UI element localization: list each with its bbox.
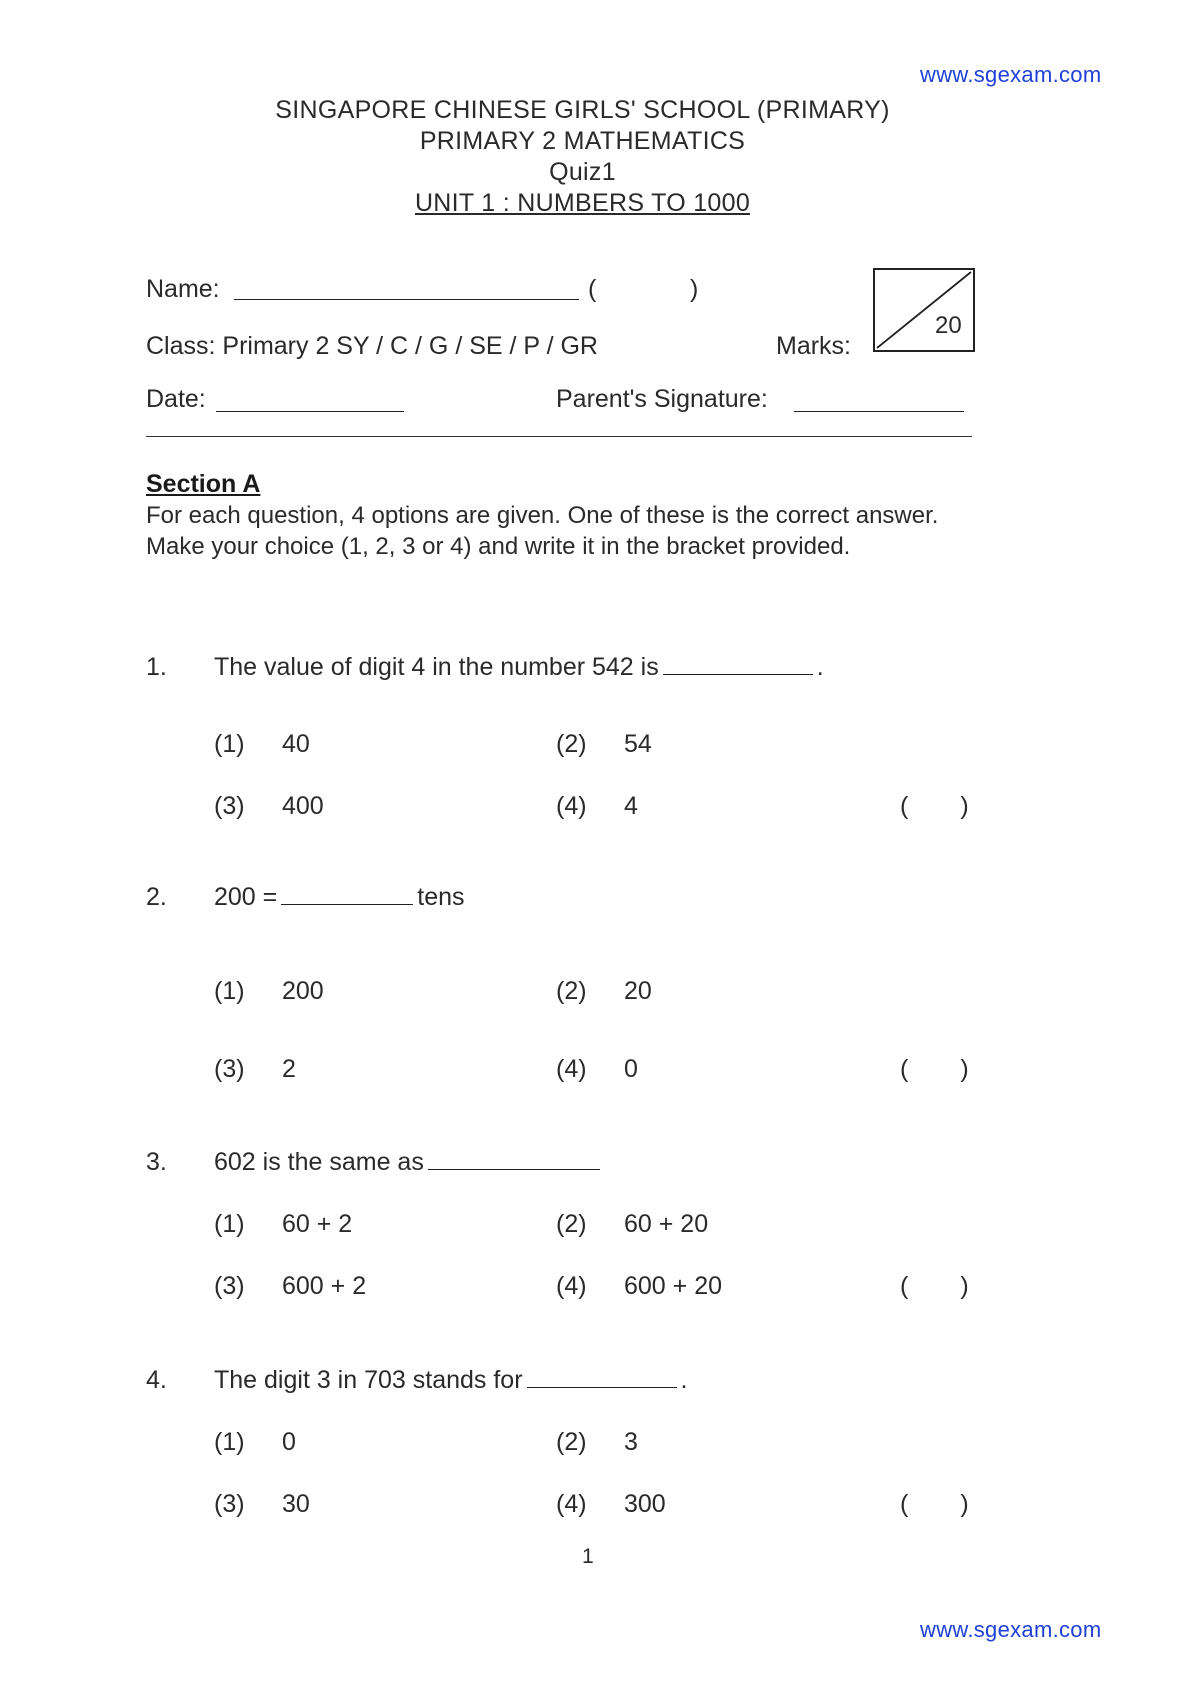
bracket-open: ( — [900, 792, 909, 820]
class-label: Class: Primary 2 SY / C / G / SE / P / GR — [146, 332, 598, 360]
option-number: (4) — [556, 1490, 587, 1518]
question-2-text-after: tens — [417, 883, 465, 911]
option-text: 300 — [624, 1490, 666, 1518]
question-1-text-before: The value of digit 4 in the number 542 is — [214, 653, 659, 681]
option-number: (4) — [556, 1272, 587, 1300]
bracket-open: ( — [900, 1055, 909, 1083]
question-3-option-4 — [556, 1272, 722, 1301]
marks-label: Marks: — [776, 332, 851, 360]
signature-label: Parent's Signature: — [556, 385, 768, 413]
option-number: (4) — [556, 1055, 587, 1083]
option-text: 20 — [624, 977, 652, 1005]
question-4-text — [214, 1366, 687, 1395]
option-number: (2) — [556, 977, 587, 1005]
question-2-blank — [281, 903, 413, 905]
option-text: 60 + 2 — [282, 1210, 353, 1238]
option-text: 30 — [282, 1490, 310, 1518]
unit-title-text: UNIT 1 : NUMBERS TO 1000 — [414, 189, 751, 217]
question-1-answer-bracket[interactable] — [900, 792, 969, 821]
school-name: SINGAPORE CHINESE GIRLS' SCHOOL (PRIMARY) — [275, 96, 890, 124]
option-text: 3 — [624, 1428, 638, 1456]
question-1-text-after: . — [816, 653, 824, 681]
option-number: (3) — [214, 1490, 245, 1518]
option-number: (2) — [556, 1210, 587, 1238]
option-text: 60 + 20 — [624, 1210, 709, 1238]
question-3-option-2 — [556, 1210, 708, 1239]
option-text: 600 + 20 — [624, 1272, 723, 1300]
option-number: (1) — [214, 1428, 245, 1456]
bracket-open: ( — [900, 1272, 909, 1300]
question-2-text — [214, 883, 465, 912]
bracket-close: ) — [960, 1490, 969, 1518]
date-label: Date: — [146, 385, 206, 413]
question-4-number: 4. — [146, 1366, 167, 1394]
question-1-option-1 — [214, 730, 310, 759]
marks-total: 20 — [935, 312, 962, 339]
question-4-option-1 — [214, 1428, 296, 1457]
question-2-option-1 — [214, 977, 324, 1006]
bracket-close: ) — [960, 792, 969, 820]
signature-field[interactable] — [794, 411, 964, 412]
question-1-text — [214, 653, 824, 682]
quiz-title: Quiz1 — [549, 158, 616, 186]
option-number: (3) — [214, 1272, 245, 1300]
question-2-option-2 — [556, 977, 652, 1006]
question-4-text-after: . — [680, 1366, 688, 1394]
question-1-option-4 — [556, 792, 638, 821]
unit-title — [0, 189, 1165, 218]
question-3-number: 3. — [146, 1148, 167, 1176]
header-divider — [146, 436, 972, 437]
question-2-number: 2. — [146, 883, 167, 911]
option-number: (1) — [214, 977, 245, 1005]
question-3-option-1 — [214, 1210, 352, 1239]
marks-box — [873, 268, 975, 352]
option-text: 600 + 2 — [282, 1272, 367, 1300]
question-2-text-before: 200 = — [214, 883, 278, 911]
question-4-answer-bracket[interactable] — [900, 1490, 969, 1519]
option-number: (3) — [214, 792, 245, 820]
question-4-text-before: The digit 3 in 703 stands for — [214, 1366, 523, 1394]
date-field[interactable] — [216, 411, 404, 412]
option-text: 200 — [282, 977, 324, 1005]
name-bracket-close: ) — [690, 275, 699, 303]
option-number: (2) — [556, 730, 587, 758]
bracket-open: ( — [900, 1490, 909, 1518]
question-3-option-3 — [214, 1272, 366, 1301]
option-text: 400 — [282, 792, 324, 820]
option-text: 0 — [282, 1428, 296, 1456]
option-text: 0 — [624, 1055, 638, 1083]
name-bracket-open: ( — [588, 275, 597, 303]
question-3-text — [214, 1148, 604, 1177]
question-3-text-before: 602 is the same as — [214, 1148, 424, 1176]
question-1-number: 1. — [146, 653, 167, 681]
option-number: (4) — [556, 792, 587, 820]
question-2-option-3 — [214, 1055, 296, 1084]
subject-title: PRIMARY 2 MATHEMATICS — [419, 127, 746, 155]
question-4-blank — [527, 1386, 677, 1388]
option-number: (1) — [214, 730, 245, 758]
question-4-option-3 — [214, 1490, 310, 1519]
option-number: (1) — [214, 1210, 245, 1238]
question-4-option-2 — [556, 1428, 638, 1457]
name-field[interactable] — [234, 299, 579, 300]
question-4-option-4 — [556, 1490, 666, 1519]
option-number: (2) — [556, 1428, 587, 1456]
question-1-blank — [663, 673, 813, 675]
option-text: 40 — [282, 730, 310, 758]
question-2-option-4 — [556, 1055, 638, 1084]
bracket-close: ) — [960, 1055, 969, 1083]
question-3-blank — [428, 1168, 600, 1170]
name-label: Name: — [146, 275, 220, 303]
option-text: 2 — [282, 1055, 296, 1083]
section-title: Section A — [146, 470, 261, 498]
option-text: 4 — [624, 792, 638, 820]
site-link-bottom[interactable]: www.sgexam.com — [920, 1617, 1102, 1642]
option-number: (3) — [214, 1055, 245, 1083]
question-3-answer-bracket[interactable] — [900, 1272, 969, 1301]
question-1-option-2 — [556, 730, 652, 759]
section-instructions: For each question, 4 options are given. One of these is the correct answer. Make your choice (1, 2, 3 or 4) and write it in the bracket provided. — [146, 502, 939, 560]
site-link-top[interactable]: www.sgexam.com — [920, 62, 1102, 87]
question-2-answer-bracket[interactable] — [900, 1055, 969, 1084]
option-text: 54 — [624, 730, 652, 758]
bracket-close: ) — [960, 1272, 969, 1300]
page-number: 1 — [582, 1545, 594, 1568]
question-1-option-3 — [214, 792, 324, 821]
